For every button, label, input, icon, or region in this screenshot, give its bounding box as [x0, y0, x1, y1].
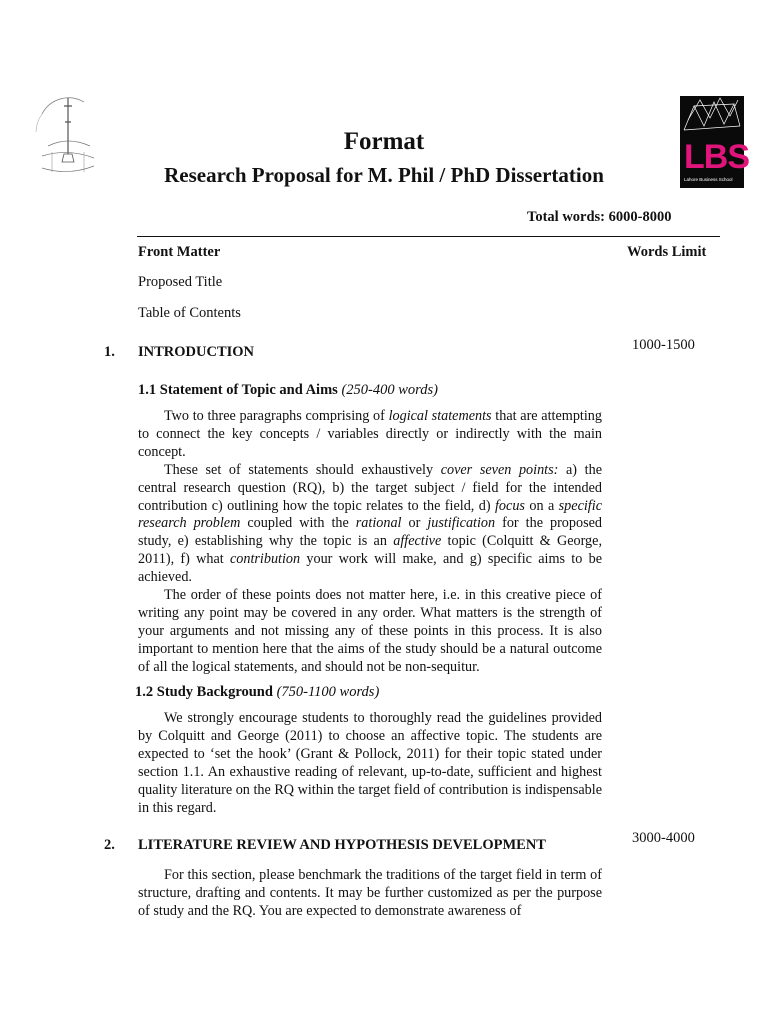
total-words: Total words: 6000-8000 — [527, 209, 672, 225]
front-matter-heading: Front Matter — [138, 244, 221, 260]
page-title: Format — [343, 128, 425, 155]
subsection-body — [138, 408, 602, 677]
front-matter-item: Proposed Title — [138, 274, 223, 290]
section-number: 2. — [104, 837, 115, 853]
subsection-title: 1.1 Statement of Topic and Aims — [138, 382, 338, 398]
subsection-heading — [135, 684, 379, 701]
subsection-title: 1.2 Study Background — [135, 684, 273, 700]
section-title: INTRODUCTION — [138, 344, 255, 360]
page-subtitle: Research Proposal for M. Phil / PhD Dissertation — [164, 163, 604, 187]
header-divider — [137, 236, 720, 237]
subsection-heading — [138, 382, 438, 399]
section-title: LITERATURE REVIEW AND HYPOTHESIS DEVELOPMENT — [138, 837, 546, 853]
subsection-word-range: (250-400 words) — [341, 382, 438, 398]
subsection-body — [138, 710, 602, 817]
paragraph: For this section, please benchmark the traditions of the target field in term of structure, drafting and contents. It may be further customized as per the purpose of study and the RQ. You are expected to demonstrate awareness of — [138, 867, 602, 919]
section-number: 1. — [104, 344, 115, 360]
section-body — [138, 867, 602, 921]
words-limit-heading: Words Limit — [627, 244, 707, 260]
paragraph: We strongly encourage students to thoroughly read the guidelines provided by Colquitt and George (2011) to choose an affective topic. The students are expected to ‘set the hook’ (Grant & Pollock, 2011) for their topic stated under section 1.1. An exhaustive reading of relevant, up-to-date, sufficient and highest quality literature on the RQ within the target field of contribution is indispensable in this regard. — [138, 710, 602, 816]
paragraph: Two to three paragraphs comprising of logical statements that are attempting to connect the key concepts / variables directly or indirectly with the main concept. — [138, 408, 602, 460]
section-word-limit: 1000-1500 — [632, 337, 695, 353]
lbs-logo-subtext: Lahore Business School — [684, 177, 733, 182]
subsection-word-range: (750-1100 words) — [276, 684, 380, 700]
paragraph: The order of these points does not matter here, i.e. in this creative piece of writing any point may be covered in any order. What matters is the strength of your arguments and not missing any of these points in this process. It is also important to mention here that the aims of the study should be a natural outcome of all the logical statements, and should not be non-sequitur. — [138, 587, 602, 675]
lbs-logo-text: LBS — [684, 138, 749, 176]
section-word-limit: 3000-4000 — [632, 830, 695, 846]
front-matter-item: Table of Contents — [138, 305, 241, 321]
paragraph: These set of statements should exhaustively cover seven points: a) the central research question (RQ), b) the target subject / field for the intended contribution c) outlining how the topic relates to the field, d) focus on a specific research problem coupled with the rational or justification for the proposed study, e) establishing why the topic is an affective topic (Colquitt & George, 2011), f) what contribution your work will make, and g) specific aims to be achieved. — [138, 461, 602, 586]
